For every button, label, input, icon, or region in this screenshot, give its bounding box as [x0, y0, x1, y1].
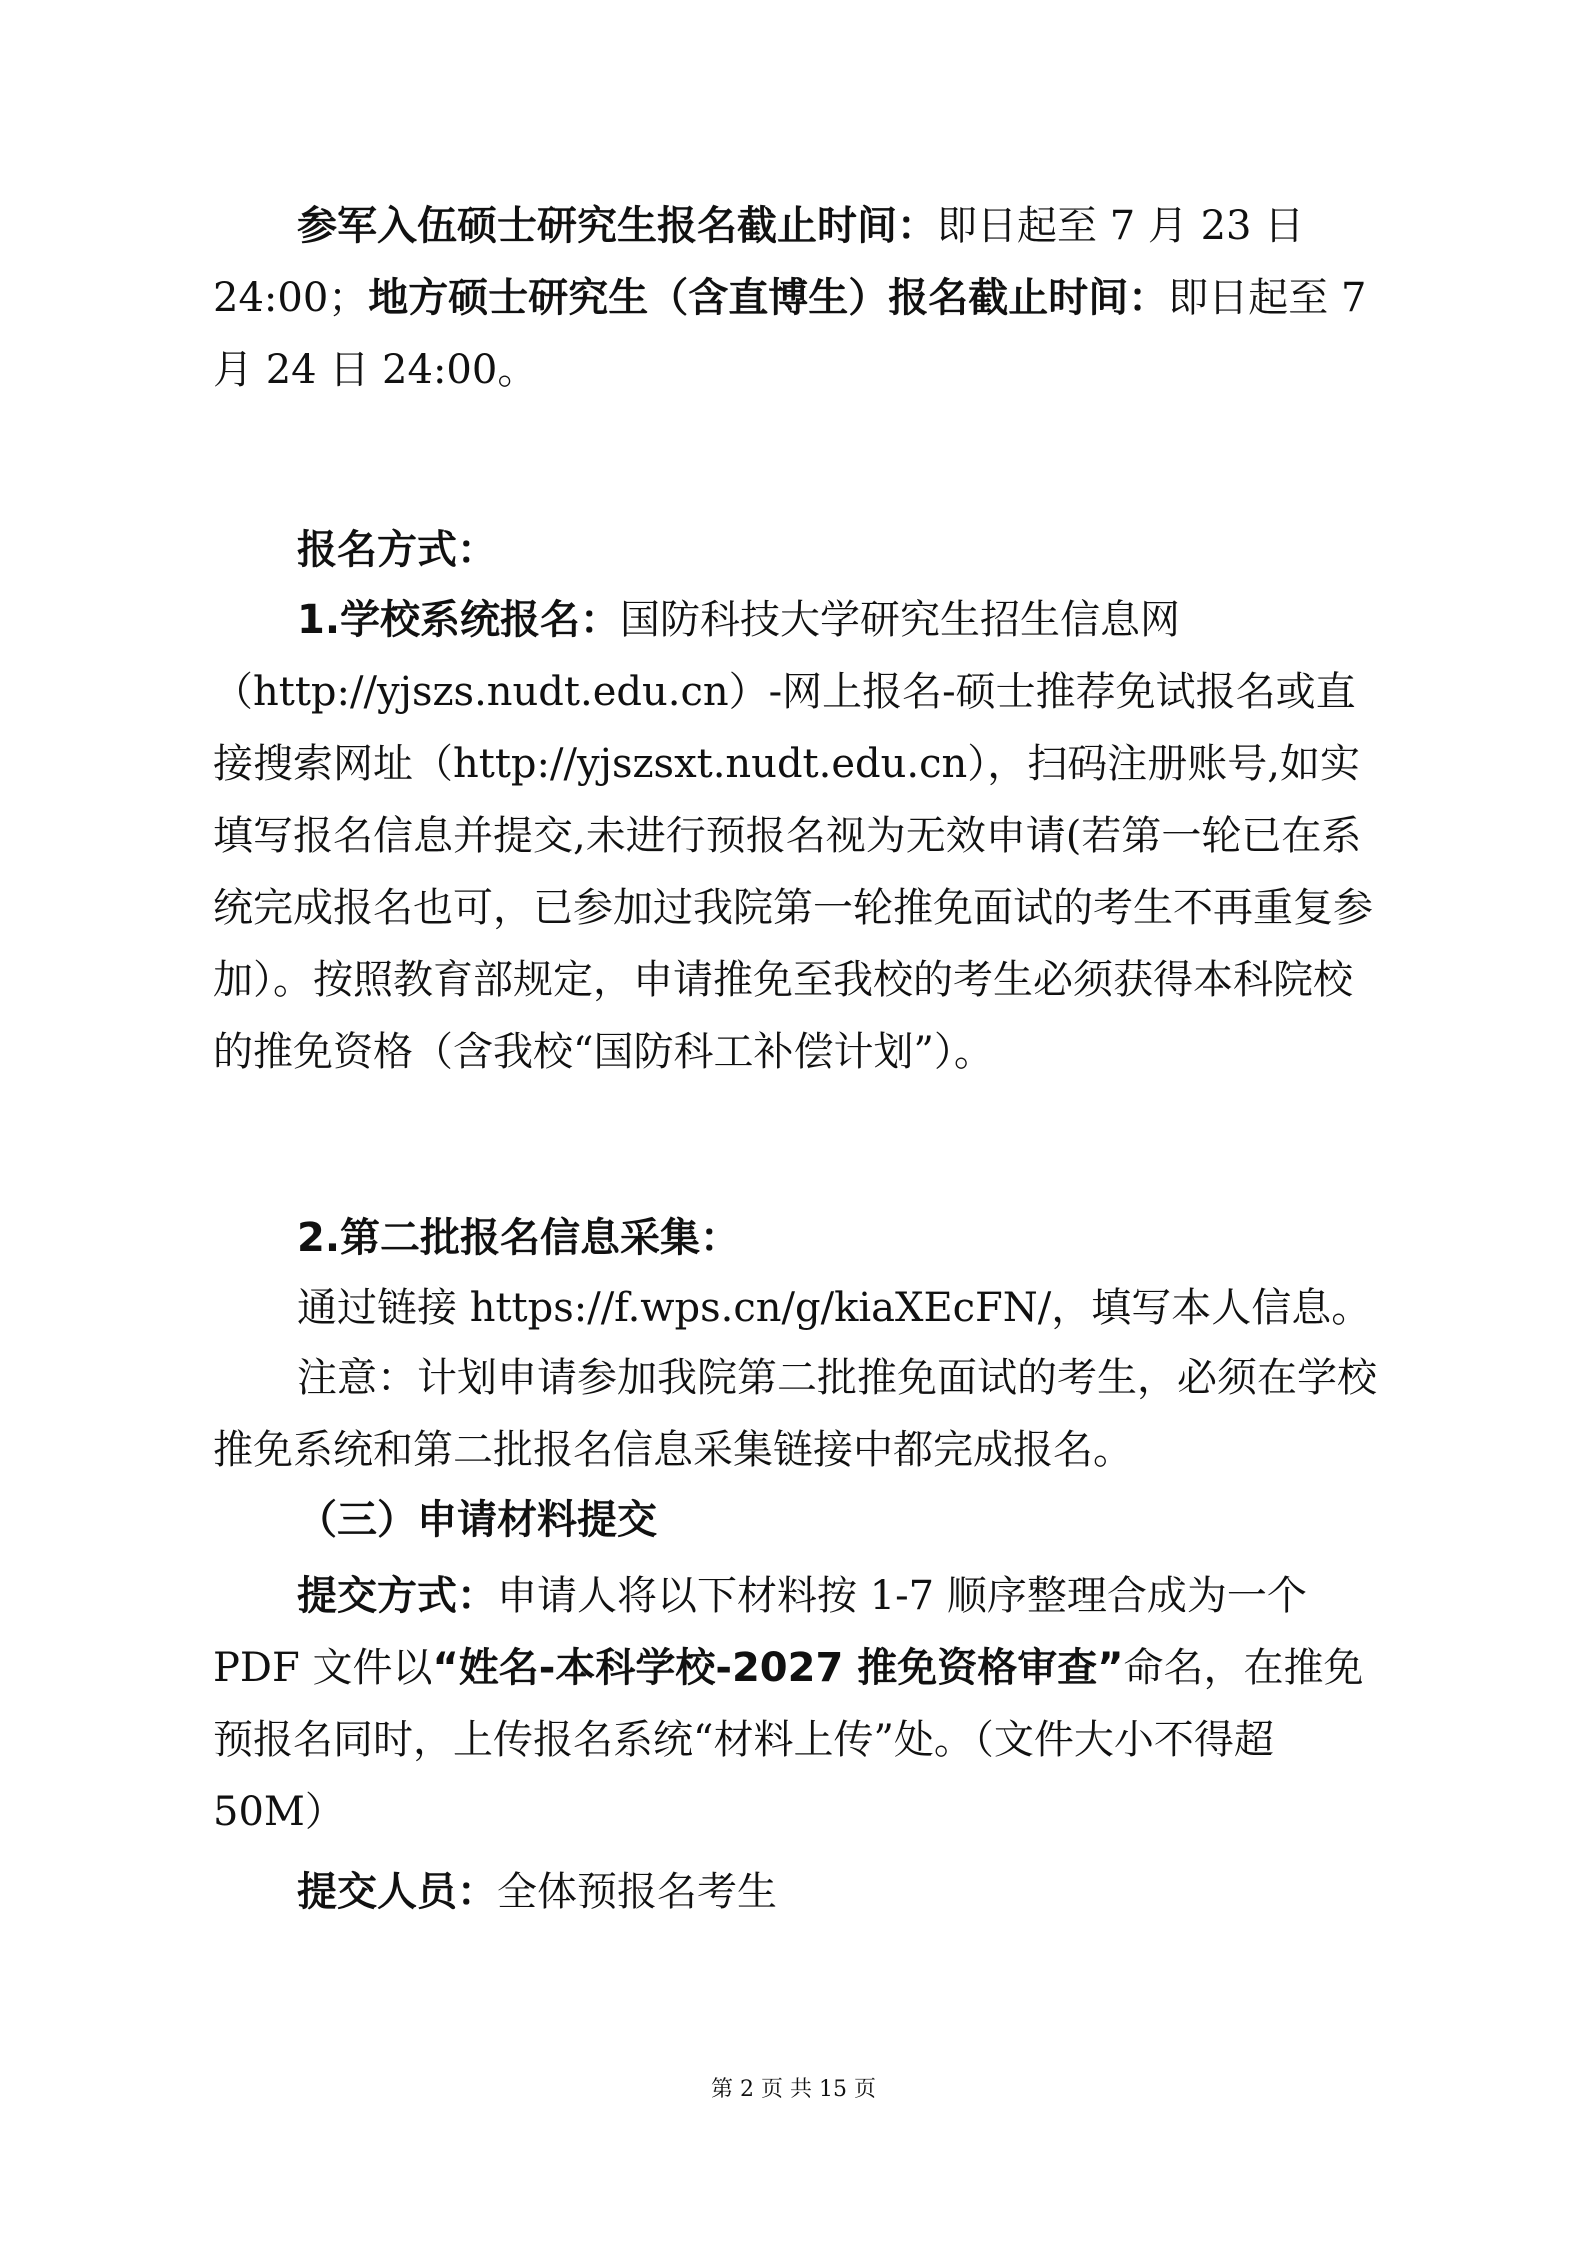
people-text: 全体预报名考生	[497, 1869, 777, 1915]
note-paragraph: 注意：计划申请参加我院第二批推免面试的考生，必须在学校推免系统和第二批报名信息采集链接中都完成报名。	[213, 1355, 1377, 1473]
people-paragraph	[213, 1856, 1383, 1928]
submit-text-2: 命名，在推免预报名同时，上传报名系统“材料上传”处。（文件大小不得超 50M）	[213, 1645, 1364, 1835]
link-paragraph: 通过链接 https://f.wps.cn/g/kiaXEcFN/，填写本人信息。	[297, 1285, 1372, 1331]
submit-label: 提交方式：	[297, 1573, 497, 1619]
deadline-text-local: 即日起至 7 月 24 日 24:00。	[213, 275, 1367, 393]
deadline-text-military: 即日起至 7 月 23 日 24:00；	[213, 203, 1305, 321]
batch2-heading: 2.第二批报名信息采集：	[297, 1215, 741, 1261]
deadline-paragraph	[213, 190, 1383, 406]
deadline-label-military: 参军入伍硕士研究生报名截止时间：	[297, 203, 937, 249]
submit-paragraph	[213, 1560, 1383, 1848]
people-label: 提交人员：	[297, 1869, 497, 1915]
page-footer: 第 2 页 共 15 页	[711, 2077, 876, 2102]
section3-heading: （三）申请材料提交	[297, 1497, 657, 1543]
school-system-paragraph	[213, 584, 1383, 1088]
school-system-text: 国防科技大学研究生招生信息网（http://yjszs.nudt.edu.cn）-网上报名-硕士推荐免试报名或直接搜索网址（http://yjszsxt.nudt.edu.cn），扫码注册账号,如实填写报名信息并提交,未进行预报名视为无效申请(若第一轮已在系统完成报名也可，已参加过我院第一轮推免面试的考生不再重复参加）。按照教育部规定，申请推免至我校的考生必须获得本科院校的推免资格（含我校“国防科工补偿计划”）。	[213, 597, 1373, 1075]
school-system-label: 1.学校系统报名：	[297, 597, 621, 643]
deadline-label-local: 地方硕士研究生（含直博生）报名截止时间：	[368, 275, 1169, 321]
submit-text-1: 申请人将以下材料按 1-7 顺序整理合成为一个 PDF 文件以	[213, 1573, 1307, 1691]
submit-filename: “姓名-本科学校-2027 推免资格审查”	[432, 1645, 1124, 1691]
method-heading: 报名方式：	[297, 527, 497, 573]
